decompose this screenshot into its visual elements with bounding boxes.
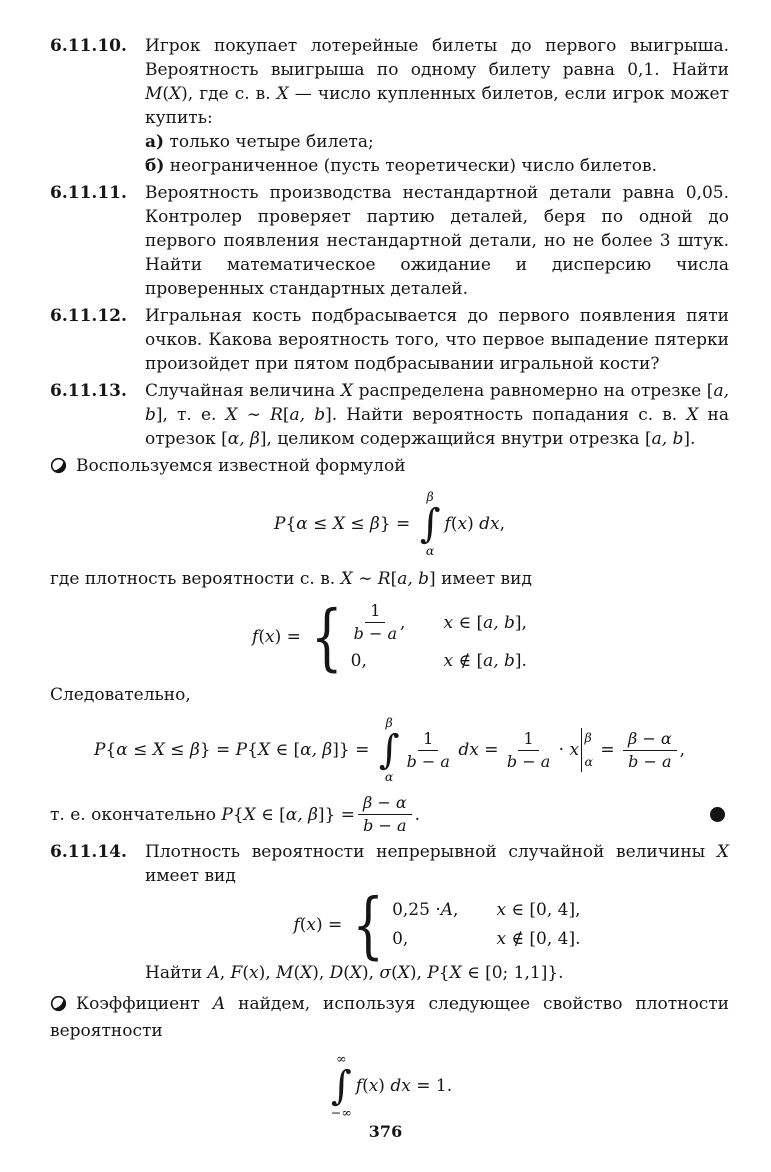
item-marker: а) — [145, 132, 165, 152]
integral-upper-limit: ∞ — [336, 1051, 347, 1066]
hence-text: Следовательно, — [50, 685, 191, 705]
problem-item-b — [145, 154, 729, 178]
problem-body — [145, 304, 729, 376]
solution-end-icon — [710, 807, 725, 822]
case-value: 0,25 · A , — [392, 900, 459, 920]
problem-text: Игрок покупает лотерейные билеты до первого выигрыша. Вероятность выигрыша по одному билету равна 0,1. Найти M(X), где с. в. X — число купленных билетов, если игрок может купить: — [145, 36, 729, 128]
problem-text: Случайная величина X распределена равномерно на отрезке [a, b], т. е. X ∼ R[a, b]. Найти вероятность попадания с. в. X на отрезок [α, β], целиком содержащийся внутри отрезка [a, b]. — [145, 381, 729, 449]
eval-upper-limit: β — [584, 730, 592, 745]
denominator: b − a — [353, 624, 398, 643]
solution-lead-text: Воспользуемся известной формулой — [76, 456, 406, 476]
problem-body — [145, 379, 729, 451]
problem-6-11-10 — [50, 34, 729, 178]
item-text: только четыре билета; — [164, 132, 374, 152]
formula-rhs: f(x) dx, — [444, 514, 505, 534]
case-condition: x ∉ [0, 4]. — [496, 929, 581, 949]
case-value: 0, — [350, 651, 367, 671]
conclusion-text: т. е. окончательно P{X ∈ [α, β]} = — [50, 804, 356, 825]
problem-item-a — [145, 130, 729, 154]
cases-brace: { — [352, 882, 385, 967]
integral-lower-limit: −∞ — [330, 1105, 352, 1120]
cases-lhs: f(x) = — [252, 627, 301, 647]
derivation-lhs: P{α ≤ X ≤ β} = P{X ∈ [α, β]} = — [93, 740, 375, 760]
problem-body — [145, 840, 729, 989]
problem-number: 6.11.13. — [50, 381, 127, 401]
integral — [420, 491, 441, 557]
integral-upper-limit: β — [385, 715, 393, 730]
formula-density-cases — [50, 594, 729, 680]
derivation-dot-x: · x — [553, 740, 580, 760]
numerator: 1 — [518, 729, 538, 751]
integral-lower-limit: α — [384, 769, 394, 784]
numerator: β − α — [623, 729, 677, 751]
formula-probability-integral — [50, 491, 729, 557]
formula-lhs: P{α ≤ X ≤ β} = — [273, 514, 416, 534]
integral-sign: ∫ — [378, 727, 400, 773]
problem-number: 6.11.14. — [50, 842, 127, 862]
derivation-mid: dx = — [458, 740, 504, 760]
cases-lhs: f(x) = — [293, 914, 343, 935]
cases-grid — [392, 898, 580, 951]
fraction — [623, 729, 677, 772]
integral-sign: ∫ — [330, 1063, 352, 1109]
integral — [379, 717, 400, 783]
numerator: 1 — [418, 729, 438, 751]
item-marker: б) — [145, 156, 165, 176]
problem-number: 6.11.10. — [50, 36, 127, 56]
formula-normalization — [50, 1053, 729, 1119]
evaluation-bar — [581, 726, 593, 774]
period: . — [414, 804, 421, 825]
evaluation-limits — [582, 726, 592, 774]
numerator: β − α — [358, 793, 412, 815]
case-condition: x ∈ [0, 4], — [496, 900, 581, 920]
case-condition: x ∈ [a, b], — [443, 612, 527, 633]
numerator: 1 — [365, 601, 385, 623]
integral-lower-limit: α — [425, 543, 435, 558]
problem-number: 6.11.11. — [50, 183, 127, 203]
fraction — [354, 601, 397, 644]
trailing-comma: , — [400, 612, 406, 633]
problem-6-11-13 — [50, 379, 729, 451]
solution-lead-13 — [50, 454, 729, 481]
integral — [331, 1053, 352, 1119]
problem-text: Плотность вероятности непрерывной случайной величины X имеет вид — [145, 842, 729, 886]
fraction — [407, 729, 450, 772]
fraction — [507, 729, 550, 772]
solution-lead-text: Коэффициент A найдем, используя следующее свойство плотности вероятности — [50, 994, 729, 1041]
problem-body — [145, 181, 729, 301]
page-number: 376 — [368, 1122, 403, 1141]
eval-lower-limit: α — [584, 754, 593, 769]
conclusion-line — [50, 793, 729, 836]
solution-lead-14 — [50, 992, 729, 1043]
integral-sign: ∫ — [419, 501, 441, 547]
problem-text: Вероятность производства нестандартной детали равна 0,05. Контролер проверяет партию деталей, беря по одной до первого появления нестандартной детали, но не более 3 штук. Найти математическое ожидание и дисперсию числа проверенных стандартных деталей. — [145, 183, 729, 299]
solution-start-icon — [50, 995, 67, 1019]
problem-6-11-12 — [50, 304, 729, 376]
formula-rhs: f(x) dx = 1. — [355, 1076, 453, 1096]
integral-upper-limit: β — [426, 489, 434, 504]
denominator: b − a — [628, 751, 672, 771]
density-intro: где плотность вероятности с. в. X ∼ R[a, b] имеет вид — [50, 569, 532, 589]
equals-sign: = — [594, 740, 620, 760]
denominator: b − a — [363, 816, 407, 835]
problem-6-11-14 — [50, 840, 729, 989]
denominator: b − a — [506, 751, 551, 771]
problem-body — [145, 34, 729, 178]
case-value: 0, — [392, 929, 409, 949]
problem-number: 6.11.12. — [50, 306, 127, 326]
fraction — [358, 793, 412, 836]
cases-grid — [351, 601, 527, 673]
formula-density-14 — [145, 882, 729, 967]
denominator: b − a — [406, 751, 450, 771]
problem-text: Игральная кость подбрасывается до первого появления пяти очков. Какова вероятность того, что первое выпадение пятерки произойдет при пятом подбрасывании игральной кости? — [145, 306, 729, 374]
find-line: Найти A, F(x), M(X), D(X), σ(X), P{X ∈ [0; 1,1]}. — [145, 963, 564, 983]
problem-6-11-11 — [50, 181, 729, 301]
solution-start-icon — [50, 457, 67, 481]
item-text: неограниченное (пусть теоретически) число билетов. — [164, 156, 657, 176]
trailing-comma: , — [679, 740, 686, 760]
formula-derivation — [50, 717, 729, 783]
case-value — [351, 601, 406, 644]
case-condition: x ∉ [a, b]. — [443, 651, 527, 671]
cases-brace: { — [310, 594, 343, 680]
